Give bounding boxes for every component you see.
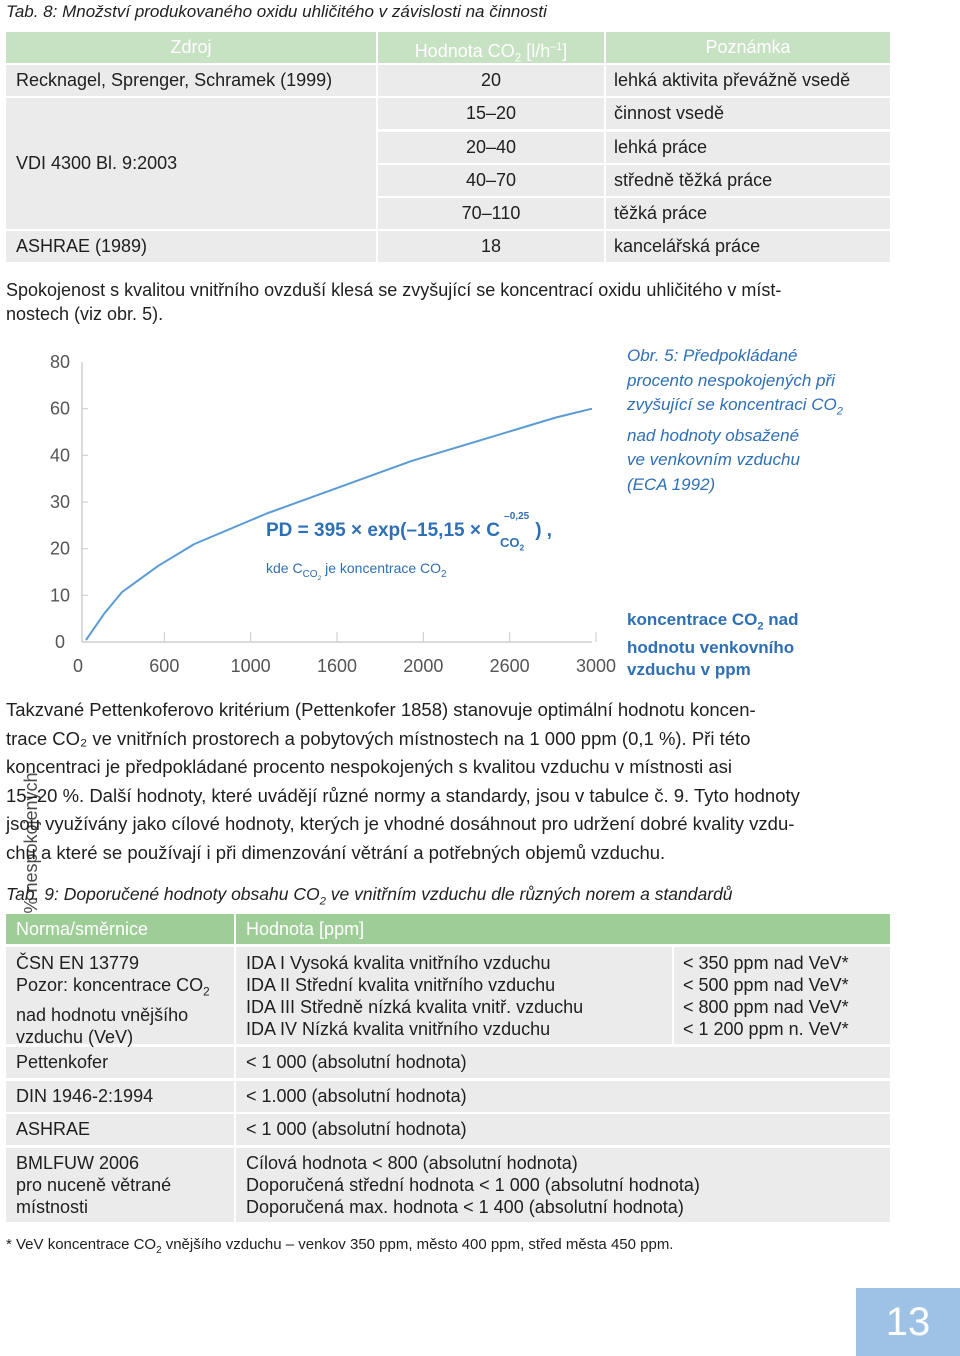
table8-cell-source: ASHRAE (1989) (6, 231, 376, 262)
table8-row (6, 132, 890, 163)
table9-header-norm: Norma/směrnice (6, 914, 234, 944)
table9-header-value: Hodnota [ppm] (236, 914, 890, 944)
table8-caption: Tab. 8: Množství produkovaného oxidu uhličitého v závislosti na činnosti (6, 2, 547, 21)
table8-row (6, 65, 890, 96)
table9-cell-norm: BMLFUW 2006 pro nuceně větrané místnosti (6, 1148, 234, 1222)
table8-row (6, 231, 890, 262)
table8-cell-note: činnost vsedě (606, 98, 890, 129)
chart-ylabel: % nespokojených (21, 772, 41, 914)
footnote: * VeV koncentrace $CO_2$ vnějšího vzduchu – venkov 350 ppm, město 400 ppm, střed města 450 ppm. (6, 1236, 674, 1256)
table8-cell-value: 20 (378, 65, 604, 96)
table8-header-source: Zdroj (6, 32, 376, 63)
body-line: jsou využívány jako cílové hodnoty, kterých je vhodné dosáhnout pro udržení dobré kvality vzdu- (6, 813, 795, 834)
table8-cell-value: 70–110 (378, 198, 604, 229)
chart-x-tick-label: 3000 (575, 656, 617, 676)
table9-cell-norm: ASHRAE (6, 1114, 234, 1145)
table9-cell-norm: DIN 1946-2:1994 (6, 1081, 234, 1112)
table8-cell-value: 20–40 (378, 132, 604, 163)
chart-x-tick-label: 2000 (403, 656, 444, 676)
table8-row (6, 98, 890, 129)
table9-cell-value: IDA I Vysoká kvalita vnitřního vzduchu IDA II Střední kvalita vnitřního vzduchu IDA III Středně nízká kvalita vnitř. vzduchu IDA IV Nízká kvalita vnitřního vzduchu (236, 947, 672, 1044)
formula: PD = $395 \times \exp(-15,15 \times C_{CO_2}^{-0,25})$ , (266, 510, 553, 553)
table8-row (6, 198, 890, 229)
body-line: chu a které se používají i při dimenzování větrání a potřebných objemů vzduchu. (6, 841, 666, 863)
chart-x-tick-label: 2600 (489, 656, 530, 676)
chart-x-tick-label: 600 (149, 656, 180, 676)
table9-cell-value: Cílová hodnota < 800 (absolutní hodnota) Doporučená střední hodnota < 1 000 (absolutní hodnota) Doporučená max. hodnota < 1 400 (absolutní hodnota) (236, 1148, 890, 1222)
table8-header-value: Hodnota $CO_2$ $[l/h^{-1}]$ (378, 32, 604, 63)
table8-header-note: Poznámka (606, 32, 890, 63)
table8-cell-note: kancelářská práce (606, 231, 890, 262)
body-line: trace CO₂ ve vnitřních prostorech a pobytových místnostech na 1 000 ppm (0,1 %). Při této (6, 727, 751, 749)
table8-row (6, 165, 890, 196)
table8-cell-value: 15–20 (378, 98, 604, 129)
intro-paragraph-line: Spokojenost s kvalitou vnitřního ovzduší klesá se zvyšující se koncentrací oxidu uhličitého v míst- (6, 280, 782, 300)
chart-y-tick-label: 10 (49, 585, 71, 606)
table8-cell-note: lehká aktivita převážně vsedě (606, 65, 890, 96)
chart-y-tick-label: 20 (49, 538, 71, 559)
table8-cell-value: 40–70 (378, 165, 604, 196)
body-line: 15–20 %. Další hodnoty, které uvádějí různé normy a standardy, jsou v tabulce č. 9. Tyto hodnoty (6, 784, 800, 806)
table9-cell-norm: Pettenkofer (6, 1047, 234, 1078)
table8-cell-note: lehká práce (606, 132, 890, 163)
page-number: 13 (856, 1288, 960, 1356)
chart-y-tick-label: 0 (54, 632, 66, 652)
table8-cell-value: 18 (378, 231, 604, 262)
intro-paragraph-line: nostech (viz obr. 5). (6, 304, 164, 324)
table8-cell-source: Recknagel, Sprenger, Schramek (1999) (6, 65, 376, 96)
table9-cell-norm: ČSN EN 13779 Pozor: koncentrace $CO_2$ nad hodnotu vnějšího vzduchu (VeV) (6, 947, 234, 1044)
figure-caption: Obr. 5: Předpokládané procento nespokojených při zvyšující se koncentraci $CO_2$ nad hodnoty obsažené ve venkovním vzduchu (ECA 1992) (627, 346, 843, 494)
chart-x-tick-label: 0 (72, 656, 84, 676)
chart-y-tick-label: 40 (49, 445, 71, 466)
table9-cell-value: < 1 000 (absolutní hodnota) (236, 1114, 890, 1145)
chart-x-tick-label: 1600 (316, 656, 358, 676)
table9-caption: Tab. 9: Doporučené hodnoty obsahu $CO_2$ ve vnitřním vzduchu dle různých norem a standardů (6, 884, 733, 908)
table8-cell-note: těžká práce (606, 198, 890, 229)
table9-cell-value: < 1.000 (absolutní hodnota) (236, 1081, 890, 1112)
table9-cell-value: < 1 000 (absolutní hodnota) (236, 1047, 890, 1078)
chart-y-tick-label: 60 (49, 398, 71, 419)
table8-cell-note: středně těžká práce (606, 165, 890, 196)
table8-cell-source-merged: VDI 4300 Bl. 9:2003 (6, 98, 376, 229)
body-line: koncentraci je předpokládané procento nespokojených s kvalitou vzduchu v místnosti asi (6, 756, 733, 777)
body-line: Takzvané Pettenkoferovo kritérium (Pettenkofer 1858) stanovuje optimální hodnotu koncen- (6, 699, 756, 720)
chart-xlabel: koncentrace $CO_2$ nad hodnotu venkovního vzduchu v ppm (627, 610, 799, 680)
table8-header-row (6, 32, 890, 63)
body-paragraph (6, 696, 890, 867)
table9-cell-limit: < 350 ppm nad VeV* < 500 ppm nad VeV* < 800 ppm nad VeV* < 1 200 ppm n. VeV* (674, 947, 890, 1044)
chart-y-tick-label: 80 (49, 352, 71, 372)
chart-x-tick-label: 1000 (230, 656, 271, 676)
formula-note: kde $C_{CO_2}$ je koncentrace $CO_2$ (266, 560, 447, 582)
chart-y-tick-label: 30 (49, 492, 71, 512)
intro-paragraph (6, 278, 896, 326)
